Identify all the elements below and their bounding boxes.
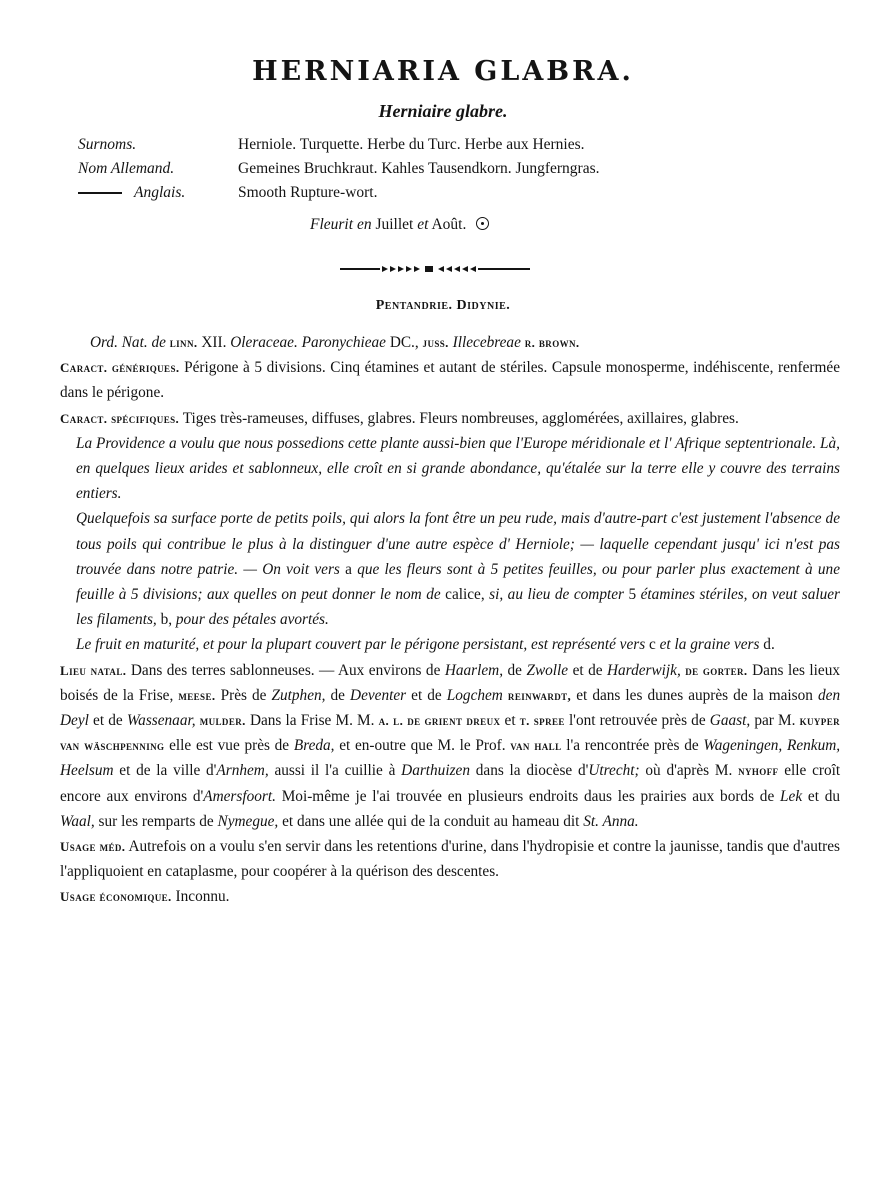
text-run: l'ont retrouvée près de xyxy=(568,712,706,730)
text-run: Quelquefois sa surface porte de petits poils, qui alors la font être un peu rude, mais d'autre-part c'est justement l'absence de tous poils qui contribue le plus à la distinguer d'une autre espèce d' Herniole; — laquelle cependant jusqu' ici n'est pas trouvée dans notre patrie. — On voit vers xyxy=(76,510,840,578)
place-name: Breda, xyxy=(293,737,335,755)
page-subtitle: Herniaire glabre. xyxy=(378,101,508,121)
ordnat-dc: DC., xyxy=(389,334,419,351)
place-name: Wageningen, xyxy=(703,737,783,755)
text-run: de xyxy=(330,686,345,704)
text-run: Moi-même je l'ai trouvée en plusieurs endroits daus les prairies aux bords de xyxy=(281,787,775,805)
ordnat-brown: r. brown. xyxy=(524,335,580,350)
flowering-en: en xyxy=(356,216,372,233)
names-value: Smooth Rupture-wort. xyxy=(238,184,378,201)
text-run: et de xyxy=(572,661,603,679)
figure-letter: d. xyxy=(763,636,775,654)
paragraph-providence: La Providence a voulu que nous possedions cette plante aussi-bien que l'Europe méridionale et l' Afrique septentrionale. Là, en quelques lieux arides et sablonneux, elle croît en si grande abondance, qu'étalée sur la terre elle y couvre des terrains entiers. xyxy=(76,434,840,503)
ordnat-linn: linn. xyxy=(169,335,198,350)
flowering-month-a: Juillet xyxy=(375,216,414,233)
section-text: Périgone à 5 divisions. Cinq étamines et autant de stériles. Capsule monosperme, indéhiscente, renfermée dans le périgone. xyxy=(60,359,840,402)
text-run: étamines stériles, on veut saluer les filaments, xyxy=(76,586,841,629)
place-name: Harderwijk, xyxy=(606,661,681,679)
names-row-surnoms xyxy=(78,133,778,157)
text-run: et de la ville d' xyxy=(119,762,217,780)
author-name: de gorter. xyxy=(685,662,748,678)
place-name: Logchem xyxy=(446,686,503,704)
text-run: Le fruit en maturité, et pour la plupart couvert par le périgone persistant, est représenté vers xyxy=(76,636,646,654)
text-run: et en-outre que M. le Prof. xyxy=(339,737,506,755)
paragraph-fruit xyxy=(60,632,840,657)
place-name: Waal, xyxy=(60,812,95,830)
text-run: si, au lieu de compter xyxy=(489,586,624,604)
author-name: kuyper van wäschpenning xyxy=(60,713,840,754)
text-run: où d'après M. xyxy=(645,762,733,780)
text-run: de xyxy=(507,661,522,679)
figure-letter: c xyxy=(649,636,656,654)
usage-medical xyxy=(60,834,840,884)
ordnat-illec: Illecebreae xyxy=(452,334,521,351)
names-value: Gemeines Bruchkraut. Kahles Tausendkorn. Jungferngras. xyxy=(238,160,600,177)
names-row-anglais xyxy=(78,181,778,205)
ordo-naturalis-line xyxy=(60,330,840,355)
place-name: Utrecht; xyxy=(588,762,640,780)
text-run: et dans une allée qui de la conduit au hameau dit xyxy=(282,812,580,830)
text-run: Dans des terres sablonneuses. — Aux environs de xyxy=(130,661,441,679)
place-name: Lek xyxy=(780,787,803,805)
figure-letter: a xyxy=(345,560,352,578)
page-title: HERNIARIA GLABRA. xyxy=(252,56,634,87)
ordnat-parony: Paronychieae xyxy=(301,334,386,351)
paragraph-quelquefois xyxy=(60,506,840,632)
text-run: et du xyxy=(807,787,841,805)
usage-economique xyxy=(60,884,840,909)
place-name: Wassenaar, xyxy=(126,712,196,730)
author-name: nyhoff xyxy=(738,763,779,779)
text-run: Dans les lieux boisés de la Frise, xyxy=(60,661,841,704)
text-run: aussi il l'a cuillie à xyxy=(274,762,396,780)
place-name: Renkum, xyxy=(787,737,841,755)
flowering-et: et xyxy=(417,216,429,233)
place-name: Heelsum xyxy=(60,762,114,780)
author-name: mulder. xyxy=(199,713,246,729)
author-name: t. spree xyxy=(519,713,565,729)
text-run: et la graine vers xyxy=(659,636,760,654)
text-run: calice, xyxy=(445,586,485,604)
ordnat-oleraceae: Oleraceae. xyxy=(230,334,298,351)
text-run: elle croît encore aux environs d' xyxy=(60,762,841,805)
text-run: par M. xyxy=(754,712,796,730)
place-name: Gaast, xyxy=(709,712,751,730)
section-label: Usage méd. xyxy=(60,839,126,855)
place-name: Amersfoort. xyxy=(203,787,276,805)
document-body xyxy=(60,330,840,910)
text-run: sur les remparts de xyxy=(98,812,214,830)
place-name: Zutphen, xyxy=(271,686,326,704)
text-run: dans la diocèse d' xyxy=(475,762,589,780)
section-text: Autrefois on a voulu s'en servir dans les retentions d'urine, dans l'hydropisie et contre la jaunisse, tandis que d'autres l'appliquoient en cataplasme, pour coopérer à la quérison des descentes. xyxy=(60,838,840,881)
section-text: Tiges très-rameuses, diffuses, glabres. Fleurs nombreuses, agglomérées, axillaires, glabres. xyxy=(182,409,739,427)
place-name: Zwolle xyxy=(526,661,569,679)
section-label: Caract. spécifiques. xyxy=(60,410,180,426)
ordnat-juss: juss. xyxy=(422,335,449,350)
flowering-line xyxy=(310,216,489,234)
caract-generiques xyxy=(60,355,840,405)
names-label: Anglais. xyxy=(134,184,186,201)
ornament-divider-icon xyxy=(340,265,530,269)
names-label: Surnoms. xyxy=(78,136,137,153)
section-label: Lieu natal. xyxy=(60,662,127,678)
names-label: Nom Allemand. xyxy=(78,160,175,177)
author-name: a. l. de grient dreux xyxy=(378,713,501,729)
ditto-dash xyxy=(78,192,122,194)
text-run: et dans les dunes auprès de la maison xyxy=(576,686,813,704)
place-name: Haarlem, xyxy=(444,661,504,679)
caract-specifiques xyxy=(60,406,840,431)
figure-letter: b, xyxy=(160,611,173,629)
text-run: Dans la Frise M. M. xyxy=(249,712,375,730)
text-run: Près de xyxy=(220,686,267,704)
text-run: elle est vue près de xyxy=(169,737,290,755)
names-row-allemand xyxy=(78,157,778,181)
place-name: St. Anna. xyxy=(583,812,639,830)
ordnat-prefix: Ord. Nat. de xyxy=(90,334,166,351)
section-label: Caract. génériques. xyxy=(60,360,180,376)
flowering-label: Fleurit xyxy=(310,216,354,233)
perennial-symbol-icon xyxy=(476,217,489,230)
text-run: pour des pétales avortés. xyxy=(175,611,329,629)
text-run: et xyxy=(504,712,516,730)
place-name: Deventer xyxy=(350,686,407,704)
author-name: meese. xyxy=(178,687,216,703)
text-run: que les fleurs sont à 5 petites feuilles, ou pour parler plus exactement à une feuille à 5 divisions; aux quelles on peut donner le nom de xyxy=(76,560,840,604)
place-name: Arnhem, xyxy=(216,762,269,780)
section-text: Inconnu. xyxy=(175,888,230,906)
place-name: Darthuizen xyxy=(401,762,470,780)
author-name: reinwardt, xyxy=(507,687,572,703)
common-names-block xyxy=(78,133,778,205)
names-value: Herniole. Turquette. Herbe du Turc. Herbe aux Hernies. xyxy=(238,136,585,153)
place-name: Nymegue, xyxy=(217,812,279,830)
text-run: et de xyxy=(93,712,123,730)
author-name: van hall xyxy=(510,738,562,754)
place-name: den Deyl xyxy=(60,686,841,730)
ordnat-num: XII. xyxy=(201,334,227,351)
text-run: et de xyxy=(411,686,442,704)
text-run: l'a rencontrée près de xyxy=(566,737,699,755)
linnaean-class: Pentandrie. Didynie. xyxy=(375,298,511,313)
lieu-natal xyxy=(60,658,840,834)
section-label: Usage économique. xyxy=(60,889,172,905)
text-run: 5 xyxy=(628,586,637,604)
flowering-month-b: Août. xyxy=(431,216,467,233)
